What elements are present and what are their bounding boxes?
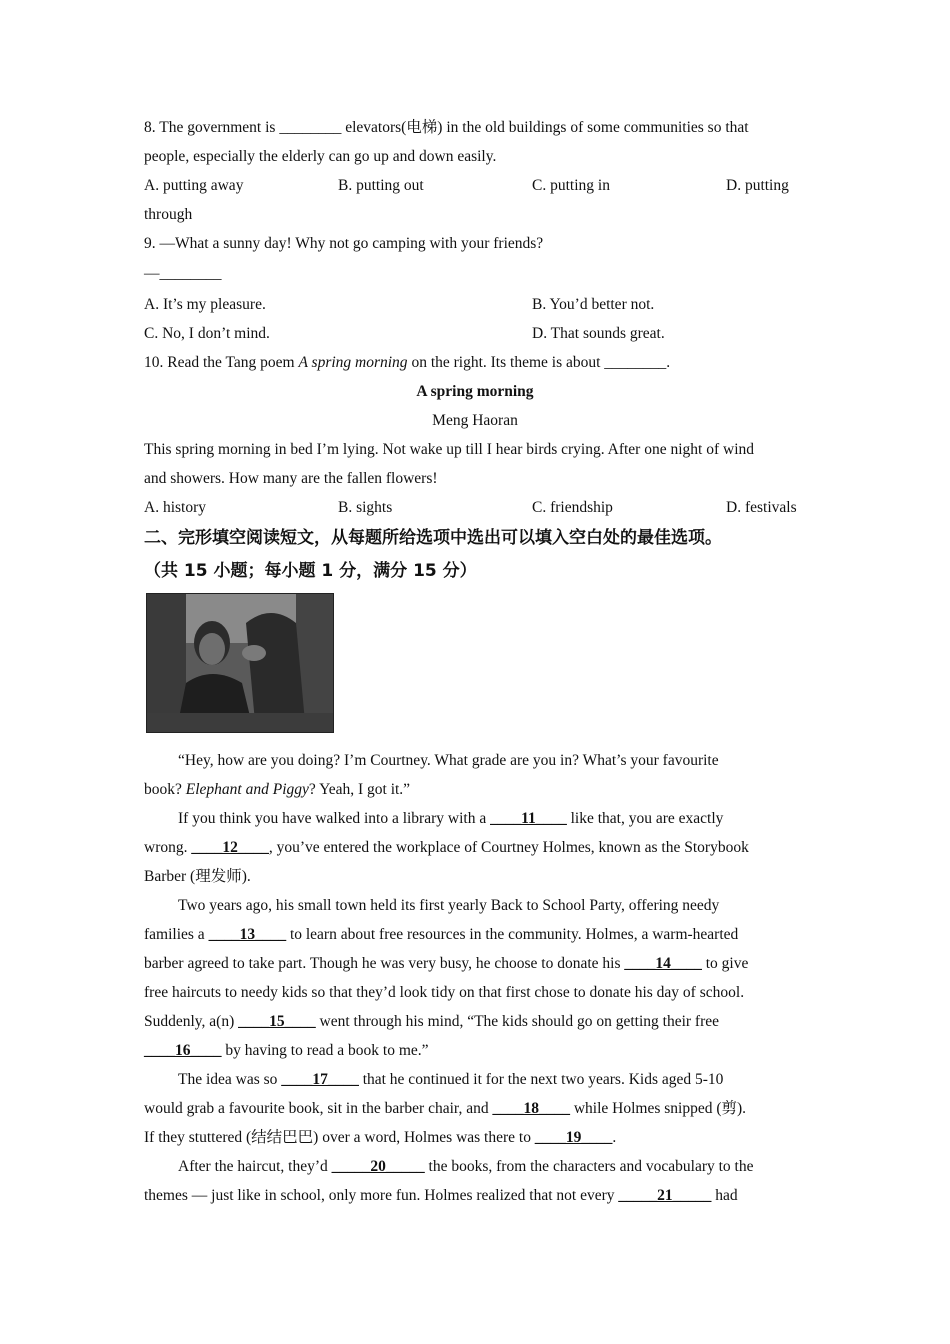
q9-option-a: A. It’s my pleasure. [144, 296, 266, 313]
q8-options [144, 171, 806, 200]
passage-p2-line1 [144, 804, 806, 833]
p2b-post: , you’ve entered the workplace of Courtney Holmes, known as the Storybook [268, 839, 749, 856]
q8-option-a: A. putting away [144, 177, 244, 194]
q9-option-b: B. You’d better not. [532, 296, 655, 313]
passage-p1-line2 [144, 775, 806, 804]
p4c-pre: If they stuttered (结结巴巴) over a word, Holmes was there to [144, 1129, 535, 1146]
blank-16: ____16____ [144, 1042, 222, 1059]
p3b-pre: families a [144, 926, 209, 943]
q10-text-post: on the right. Its theme is about ________. [407, 354, 671, 371]
poem-title: A spring morning [416, 383, 534, 400]
p1b-post: ? Yeah, I got it.” [308, 781, 411, 798]
blank-12: ____12____ [191, 839, 269, 856]
passage-p4-line1 [144, 1065, 806, 1094]
exam-page [144, 113, 806, 1210]
p3c-pre: barber agreed to take part. Though he was very busy, he choose to donate his [144, 955, 625, 972]
p5b-pre: themes — just like in school, only more fun. Holmes realized that not every [144, 1187, 619, 1204]
blank-15: ____15____ [238, 1013, 316, 1030]
section2-subheading: （共 15 小题；每小题 1 分，满分 15 分） [144, 561, 477, 581]
q8-line2: people, especially the elderly can go up and down easily. [144, 148, 497, 165]
q10-options [144, 493, 806, 522]
q8-option-d: D. putting [726, 177, 789, 194]
p3e-post: went through his mind, “The kids should go on getting their free [315, 1013, 720, 1030]
q8-option-d-wrap: through [144, 206, 193, 223]
q8-option-c: C. putting in [532, 177, 610, 194]
q8-option-b: B. putting out [338, 177, 424, 194]
q10-option-a: A. history [144, 499, 206, 516]
p4a-post: that he continued it for the next two years. Kids aged 5-10 [358, 1071, 724, 1088]
passage-p3-line4: free haircuts to needy kids so that they’d look tidy on that first chose to donate his day of school. [144, 984, 745, 1001]
blank-18: ____18____ [492, 1100, 570, 1117]
poem-author: Meng Haoran [432, 412, 518, 429]
passage-p4-line2 [144, 1094, 806, 1123]
q9-line1: 9. —What a sunny day! Why not go camping with your friends? [144, 235, 544, 252]
q10-text-pre: 10. Read the Tang poem [144, 354, 299, 371]
q9-options-row2 [144, 319, 806, 348]
q9-options-row1 [144, 290, 806, 319]
q9-option-c: C. No, I don’t mind. [144, 325, 270, 342]
p5a-pre: After the haircut, they’d [178, 1158, 332, 1175]
p4b-pre: would grab a favourite book, sit in the barber chair, and [144, 1100, 493, 1117]
blank-20: _____20_____ [331, 1158, 425, 1175]
p3e-pre: Suddenly, a(n) [144, 1013, 239, 1030]
blank-13: ____13____ [208, 926, 287, 943]
blank-17: ____17____ [281, 1071, 359, 1088]
passage-p2-line2 [144, 833, 806, 862]
passage-p5-line1 [144, 1152, 806, 1181]
poem-line1: This spring morning in bed I’m lying. Not wake up till I hear birds crying. After one night of wind [144, 441, 754, 458]
q10-option-c: C. friendship [532, 499, 613, 516]
section2-heading: 二、完形填空阅读短文，从每题所给选项中选出可以填入空白处的最佳选项。 [144, 528, 722, 548]
q10-poem-ref: A spring morning [298, 354, 408, 371]
q9-line2: —________ [144, 265, 222, 282]
blank-19: ____19____ [534, 1129, 613, 1146]
p2b-pre: wrong. [144, 839, 192, 856]
passage-p5-line2 [144, 1181, 806, 1210]
poem-line2: and showers. How many are the fallen flowers! [144, 470, 438, 487]
p2a-pre: If you think you have walked into a library with a [178, 810, 491, 827]
blank-21: _____21_____ [618, 1187, 712, 1204]
p5a-post: the books, from the characters and vocabulary to the [424, 1158, 754, 1175]
q9-option-d: D. That sounds great. [532, 325, 665, 342]
p3c-post: to give [701, 955, 749, 972]
passage-p3-line2 [144, 920, 806, 949]
p3f-post: by having to read a book to me.” [221, 1042, 429, 1059]
p5b-post: had [711, 1187, 738, 1204]
blank-11: ____11____ [490, 810, 567, 827]
q10-option-d: D. festivals [726, 499, 797, 516]
q8-line1: 8. The government is ________ elevators(电梯) in the old buildings of some communities so that [144, 119, 749, 136]
q10-option-b: B. sights [338, 499, 393, 516]
passage-p3-line6 [144, 1036, 806, 1065]
book-title: Elephant and Piggy [185, 781, 309, 798]
passage-p3-line5 [144, 1007, 806, 1036]
p4b-post: while Holmes snipped (剪). [569, 1100, 747, 1117]
p1b-pre: book? [144, 781, 186, 798]
passage-p3-line1: Two years ago, his small town held its first yearly Back to School Party, offering needy [178, 897, 720, 914]
passage-p1-line1: “Hey, how are you doing? I’m Courtney. What grade are you in? What’s your favourite [178, 752, 719, 769]
p2a-post: like that, you are exactly [566, 810, 724, 827]
passage-p3-line3 [144, 949, 806, 978]
blank-14: ____14____ [624, 955, 702, 972]
passage-photo [146, 593, 334, 733]
passage-p2-line3: Barber (理发师). [144, 868, 251, 885]
passage-p4-line3 [144, 1123, 806, 1152]
q10-line1 [144, 348, 806, 377]
p4a-pre: The idea was so [178, 1071, 282, 1088]
p4c-post: . [612, 1129, 617, 1146]
p3b-post: to learn about free resources in the community. Holmes, a warm-hearted [286, 926, 739, 943]
